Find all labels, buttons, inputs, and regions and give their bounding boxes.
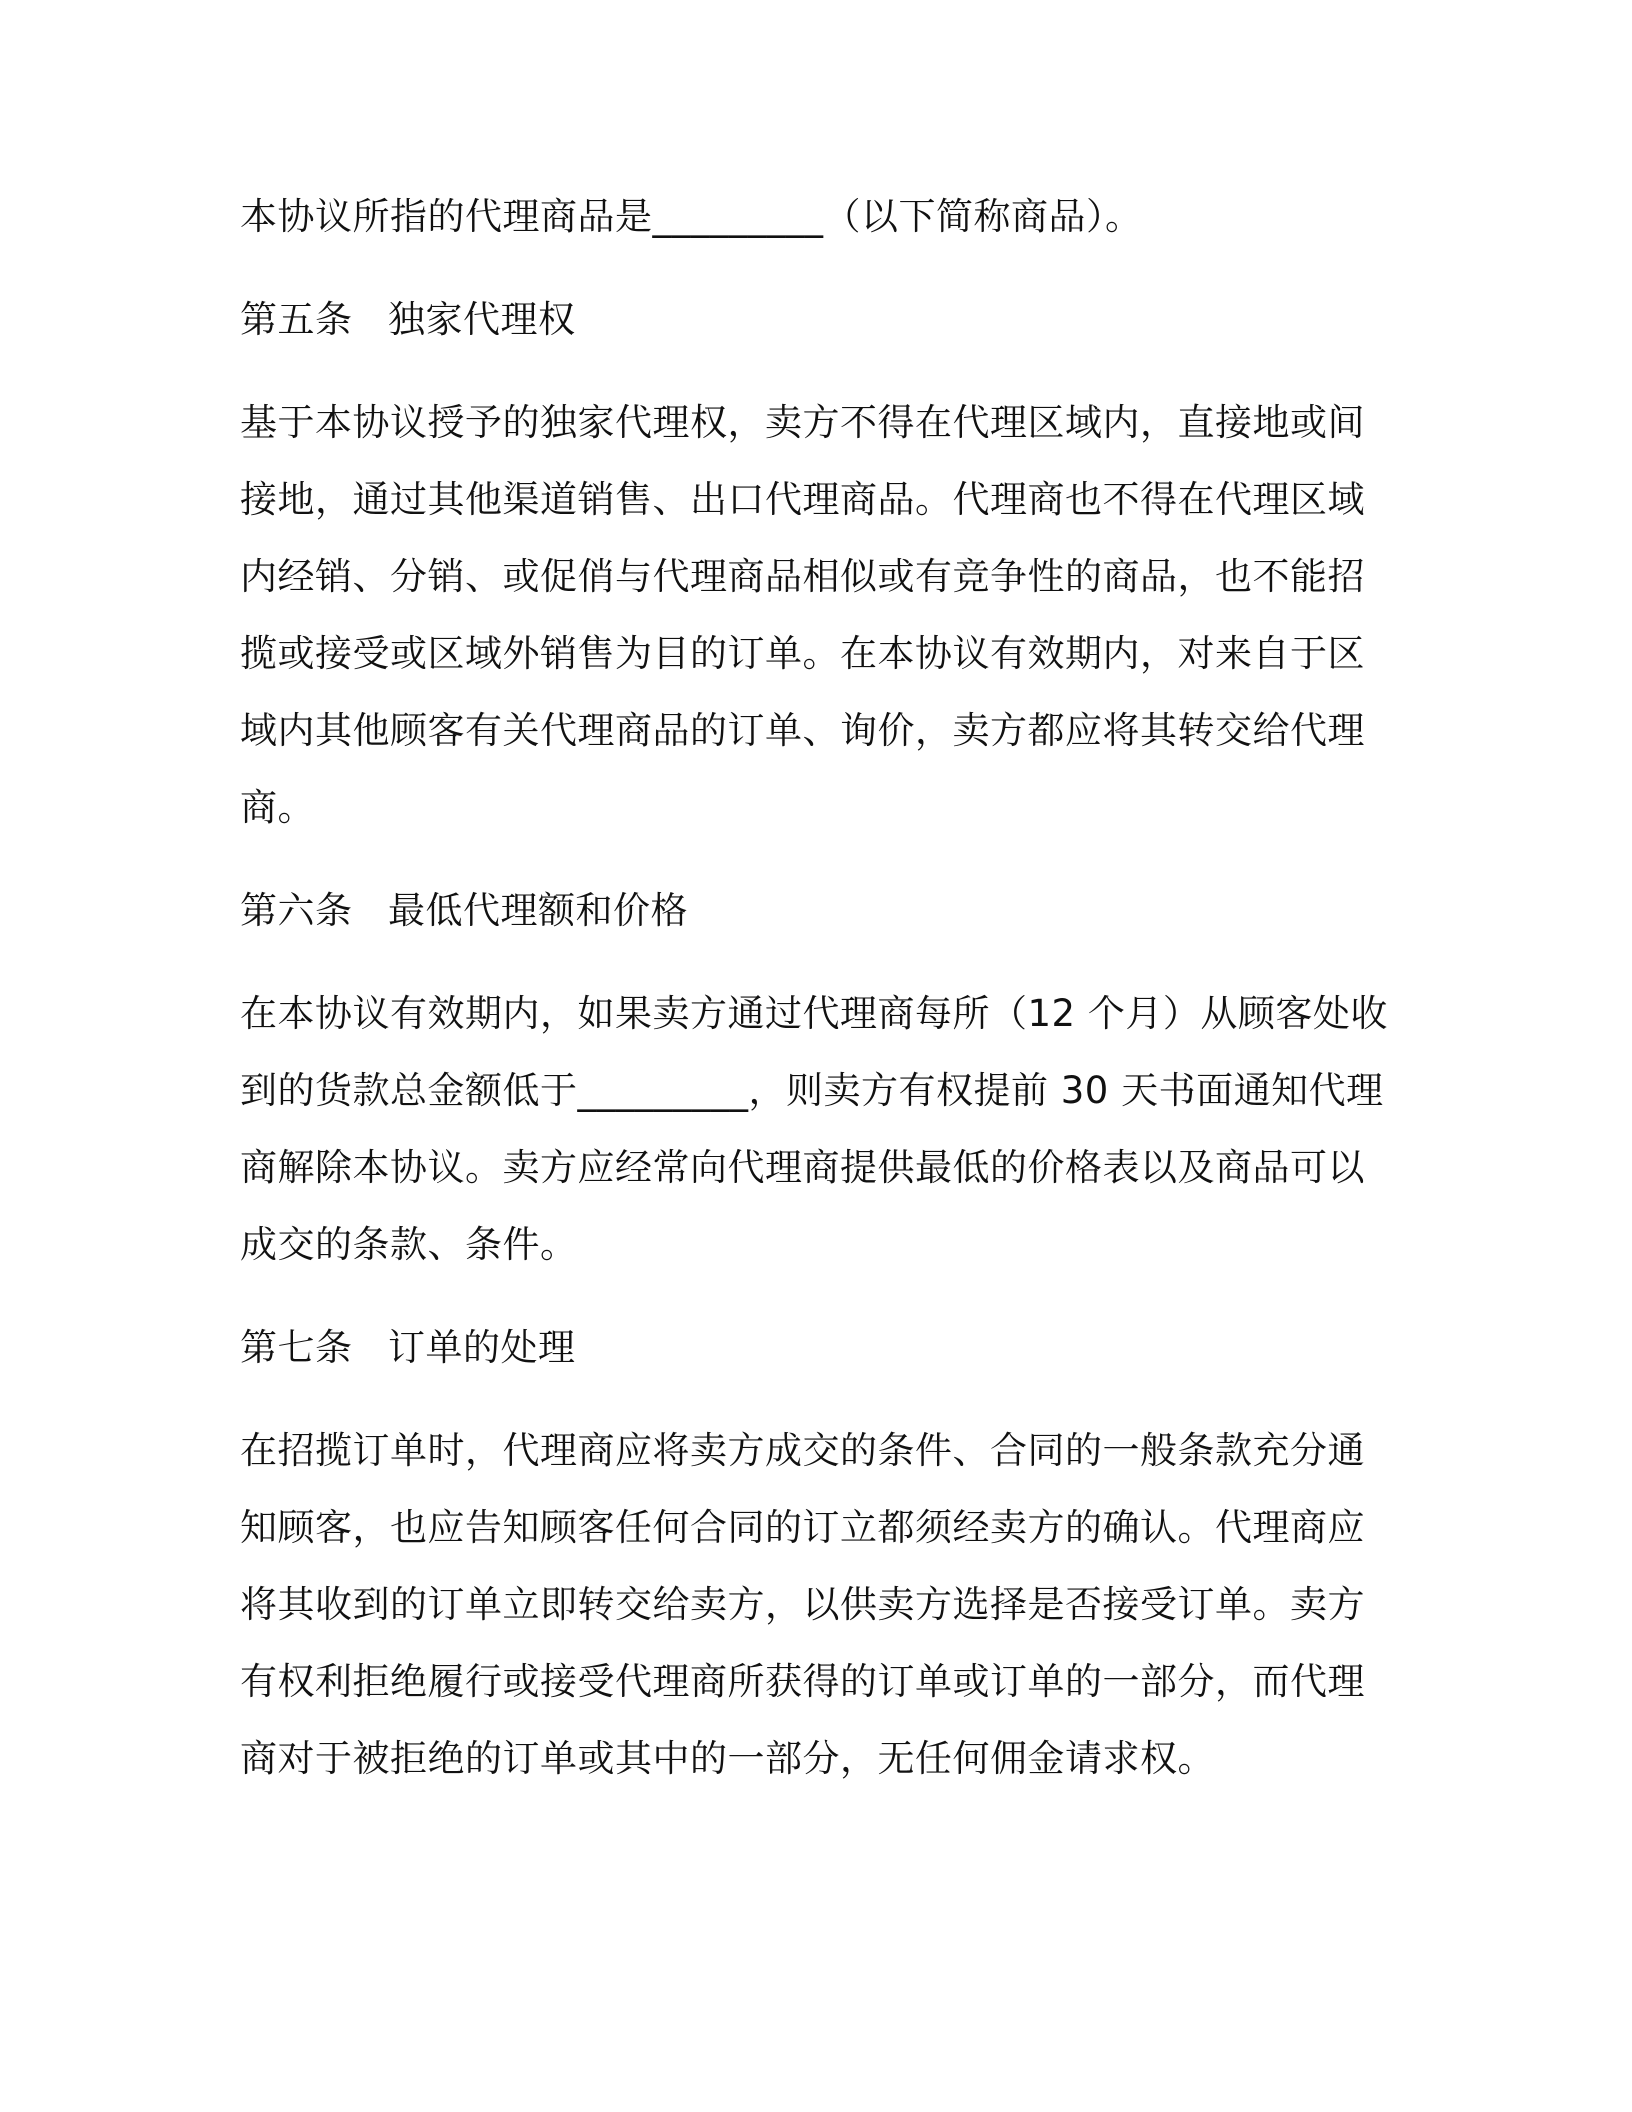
paragraph-line: 在招揽订单时，代理商应将卖方成交的条件、合同的一般条款充分通 [240,1429,1365,1472]
section-heading-6 [240,872,1400,949]
section-number: 第七条 [240,1326,353,1369]
intro-paragraph: 本协议所指的代理商品是_________（以下简称商品）。 [240,195,1143,238]
section-paragraph-6 [240,975,1400,1283]
section-title: 最低代理额和价格 [388,889,688,932]
document-body [240,178,1400,1797]
section-title: 独家代理权 [388,298,576,341]
paragraph-line: 在本协议有效期内，如果卖方通过代理商每所（12 个月）从顾客处收 [240,992,1388,1035]
paragraph-line: 域内其他顾客有关代理商品的订单、询价，卖方都应将其转交给代理 [240,709,1365,752]
section-heading-5 [240,281,1400,358]
paragraph-line: 内经销、分销、或促俏与代理商品相似或有竞争性的商品，也不能招 [240,555,1365,598]
paragraph-line: 有权利拒绝履行或接受代理商所获得的订单或订单的一部分，而代理 [240,1660,1365,1703]
section-paragraph-7 [240,1412,1400,1797]
section-number: 第六条 [240,889,353,932]
paragraph-line: 揽或接受或区域外销售为目的订单。在本协议有效期内，对来自于区 [240,632,1365,675]
paragraph-line: 商。 [240,786,315,829]
section-title: 订单的处理 [388,1326,576,1369]
paragraph-line: 接地，通过其他渠道销售、出口代理商品。代理商也不得在代理区域 [240,478,1365,521]
paragraph-line: 基于本协议授予的独家代理权，卖方不得在代理区域内，直接地或间 [240,401,1365,444]
section-number: 第五条 [240,298,353,341]
section-heading-7 [240,1309,1400,1386]
paragraph-line: 知顾客，也应告知顾客任何合同的订立都须经卖方的确认。代理商应 [240,1506,1365,1549]
paragraph-line: 商对于被拒绝的订单或其中的一部分，无任何佣金请求权。 [240,1737,1215,1780]
section-paragraph-5 [240,384,1400,846]
paragraph-line: 到的货款总金额低于_________，则卖方有权提前 30 天书面通知代理 [240,1069,1384,1112]
paragraph-line: 商解除本协议。卖方应经常向代理商提供最低的价格表以及商品可以 [240,1146,1365,1189]
paragraph-line: 成交的条款、条件。 [240,1223,578,1266]
paragraph-line: 将其收到的订单立即转交给卖方，以供卖方选择是否接受订单。卖方 [240,1583,1365,1626]
